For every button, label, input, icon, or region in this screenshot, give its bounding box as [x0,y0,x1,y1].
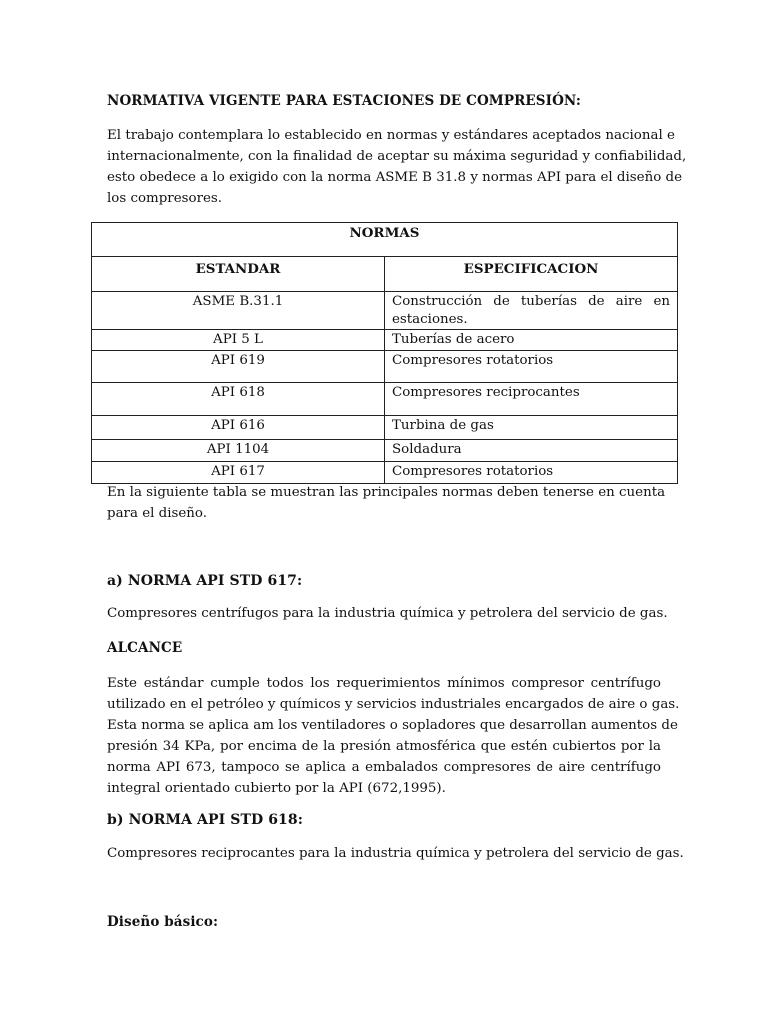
section-b-description: Compresores reciprocantes para la industria química y petrolera del servicio de gas. [107,846,684,861]
table-note [107,482,666,524]
table-header-row [92,257,678,292]
table-note-line: En la siguiente tabla se muestran las principales normas deben tenerse en cuenta [107,485,666,500]
table-row [92,330,678,351]
intro-line: los compresores. [107,191,223,206]
scope-heading: ALCANCE [107,640,183,656]
standard-cell: API 5 L [92,330,385,351]
standard-cell: API 619 [92,351,385,383]
table-row [92,292,678,330]
basic-design-heading: Diseño básico: [107,914,219,930]
table-row [92,416,678,440]
specification-cell: Turbina de gas [385,416,678,440]
specification-cell: Soldadura [385,440,678,462]
section-a-description: Compresores centrífugos para la industria química y petrolera del servicio de gas. [107,606,668,621]
specification-cell [385,292,678,330]
table-row [92,462,678,484]
page-title: NORMATIVA VIGENTE PARA ESTACIONES DE COMPRESIÓN: [107,93,581,109]
intro-line: internacionalmente, con la finalidad de aceptar su máxima seguridad y confiabilidad, [107,149,687,164]
intro-line: El trabajo contemplara lo establecido en normas y estándares aceptados nacional e [107,128,675,143]
table-row [92,383,678,416]
standard-cell: API 616 [92,416,385,440]
section-b-heading: b) NORMA API STD 618: [107,812,303,828]
standard-cell: ASME B.31.1 [92,292,385,330]
scope-paragraph [107,673,680,799]
specification-cell: Compresores rotatorios [385,462,678,484]
scope-line: presión 34 KPa, por encima de la presión atmosférica que estén cubiertos por la [107,739,661,754]
standard-cell: API 618 [92,383,385,416]
table-caption: NORMAS [92,223,678,257]
table-caption-row [92,223,678,257]
specification-cell: Compresores reciprocantes [385,383,678,416]
scope-line: norma API 673, tampoco se aplica a embalados compresores de aire centrífugo [107,760,661,775]
scope-line: integral orientado cubierto por la API (672,1995). [107,781,446,796]
table-row [92,440,678,462]
section-a-heading: a) NORMA API STD 617: [107,573,303,589]
scope-line: utilizado en el petróleo y químicos y servicios industriales encargados de aire o gas. [107,697,680,712]
standard-cell: API 1104 [92,440,385,462]
specification-cell: Tuberías de acero [385,330,678,351]
column-header-specification: ESPECIFICACION [385,257,678,292]
column-header-standard: ESTANDAR [92,257,385,292]
table-row [92,351,678,383]
intro-paragraph [107,125,687,209]
standard-cell: API 617 [92,462,385,484]
specification-cell: Compresores rotatorios [385,351,678,383]
table-note-line: para el diseño. [107,506,208,521]
scope-line: Esta norma se aplica am los ventiladores o sopladores que desarrollan aumentos de [107,718,678,733]
specification-text: Construcción de tuberías de aire en estaciones. [392,294,670,327]
norms-table [91,222,678,484]
intro-line: esto obedece a lo exigido con la norma ASME B 31.8 y normas API para el diseño de [107,170,683,185]
scope-line: Este estándar cumple todos los requerimientos mínimos compresor centrífugo [107,676,661,691]
